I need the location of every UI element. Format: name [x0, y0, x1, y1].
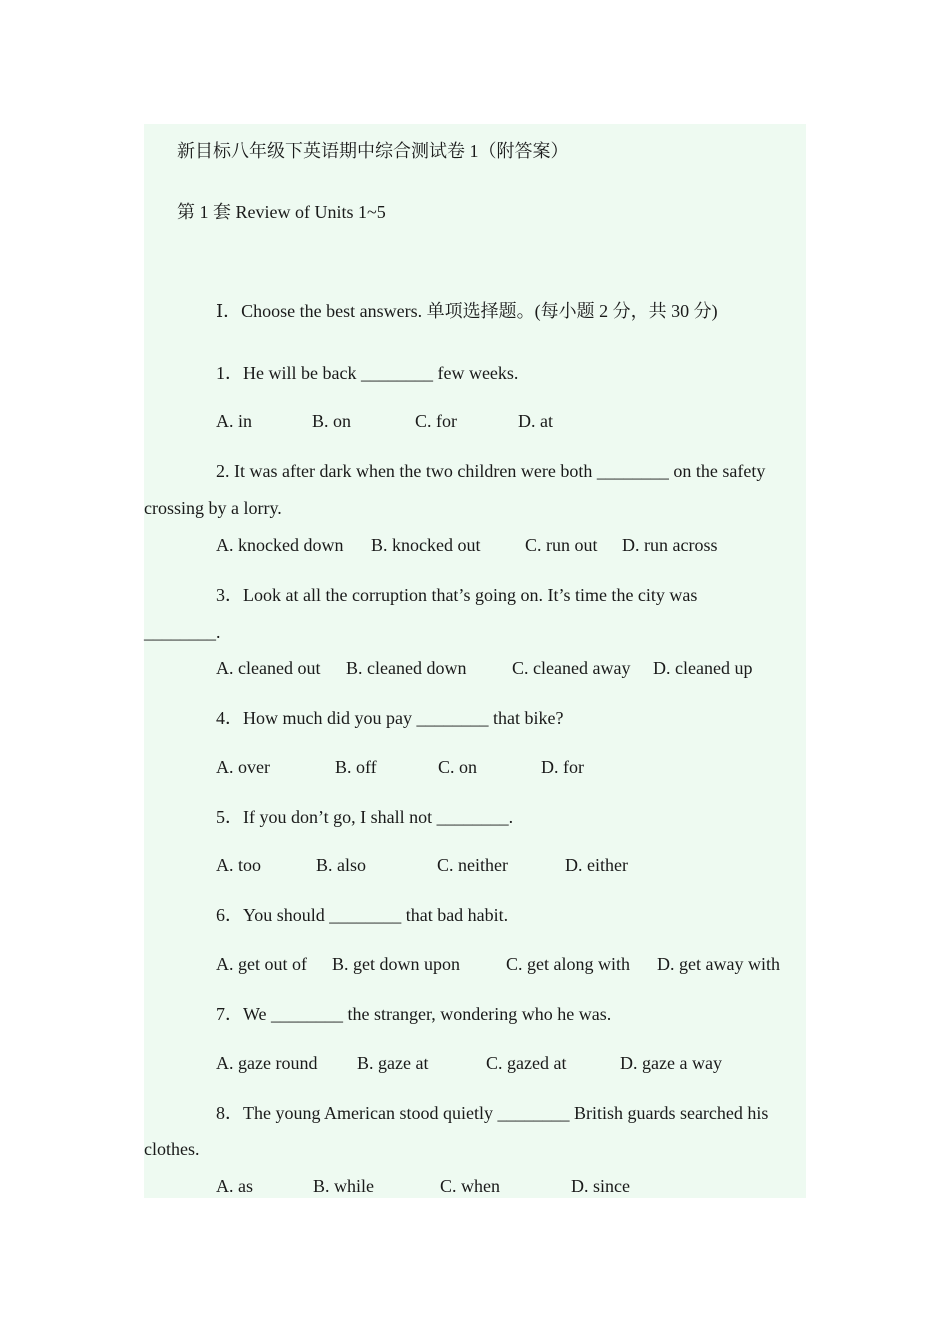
question-8-stem-line1: 8．The young American stood quietly ________ British guards searched his	[216, 1103, 769, 1123]
question-2-stem-line2: crossing by a lorry.	[144, 498, 282, 518]
question-6-option-b: B. get down upon	[332, 954, 460, 974]
question-7-option-b: B. gaze at	[357, 1053, 429, 1073]
question-3-stem-line1: 3．Look at all the corruption that’s going on. It’s time the city was	[216, 585, 698, 605]
question-4-option-b: B. off	[335, 757, 377, 777]
question-1-option-c: C. for	[415, 411, 457, 431]
question-2-option-c: C. run out	[525, 535, 598, 555]
question-4-option-d: D. for	[541, 757, 584, 777]
question-5-option-a: A. too	[216, 855, 261, 875]
question-3-option-b: B. cleaned down	[346, 658, 467, 678]
question-6-option-d: D. get away with	[657, 954, 780, 974]
question-7-stem: 7．We ________ the stranger, wondering who he was.	[216, 1004, 612, 1024]
question-7-option-a: A. gaze round	[216, 1053, 318, 1073]
question-1-stem: 1．He will be back ________ few weeks.	[216, 363, 519, 383]
question-6-option-c: C. get along with	[506, 954, 630, 974]
question-6-option-a: A. get out of	[216, 954, 307, 974]
question-2-option-b: B. knocked out	[371, 535, 481, 555]
question-3-stem-line2: ________.	[144, 622, 221, 642]
document-subtitle: 第 1 套 Review of Units 1~5	[177, 202, 386, 222]
question-7-option-c: C. gazed at	[486, 1053, 567, 1073]
question-1-option-b: B. on	[312, 411, 352, 431]
question-8-option-a: A. as	[216, 1176, 253, 1196]
question-8-option-c: C. when	[440, 1176, 500, 1196]
question-1-option-d: D. at	[518, 411, 553, 431]
question-1-option-a: A. in	[216, 411, 252, 431]
question-8-option-b: B. while	[313, 1176, 374, 1196]
question-2-option-a: A. knocked down	[216, 535, 344, 555]
question-5-option-d: D. either	[565, 855, 628, 875]
question-4-stem: 4．How much did you pay ________ that bike?	[216, 708, 564, 728]
question-4-option-a: A. over	[216, 757, 270, 777]
question-2-stem-line1: 2. It was after dark when the two children were both ________ on the safety	[216, 461, 766, 481]
section-heading: Ⅰ．Choose the best answers. 单项选择题。(每小题 2 分，共 30 分)	[216, 301, 718, 321]
question-8-option-d: D. since	[571, 1176, 630, 1196]
question-7-option-d: D. gaze a way	[620, 1053, 722, 1073]
question-5-option-b: B. also	[316, 855, 367, 875]
question-8-stem-line2: clothes.	[144, 1139, 200, 1159]
question-4-option-c: C. on	[438, 757, 478, 777]
question-5-option-c: C. neither	[437, 855, 508, 875]
question-3-option-a: A. cleaned out	[216, 658, 321, 678]
question-3-option-d: D. cleaned up	[653, 658, 753, 678]
document-title: 新目标八年级下英语期中综合测试卷 1（附答案）	[177, 141, 569, 161]
question-5-stem: 5．If you don’t go, I shall not ________.	[216, 807, 514, 827]
question-6-stem: 6．You should ________ that bad habit.	[216, 905, 509, 925]
question-2-option-d: D. run across	[622, 535, 718, 555]
question-3-option-c: C. cleaned away	[512, 658, 631, 678]
